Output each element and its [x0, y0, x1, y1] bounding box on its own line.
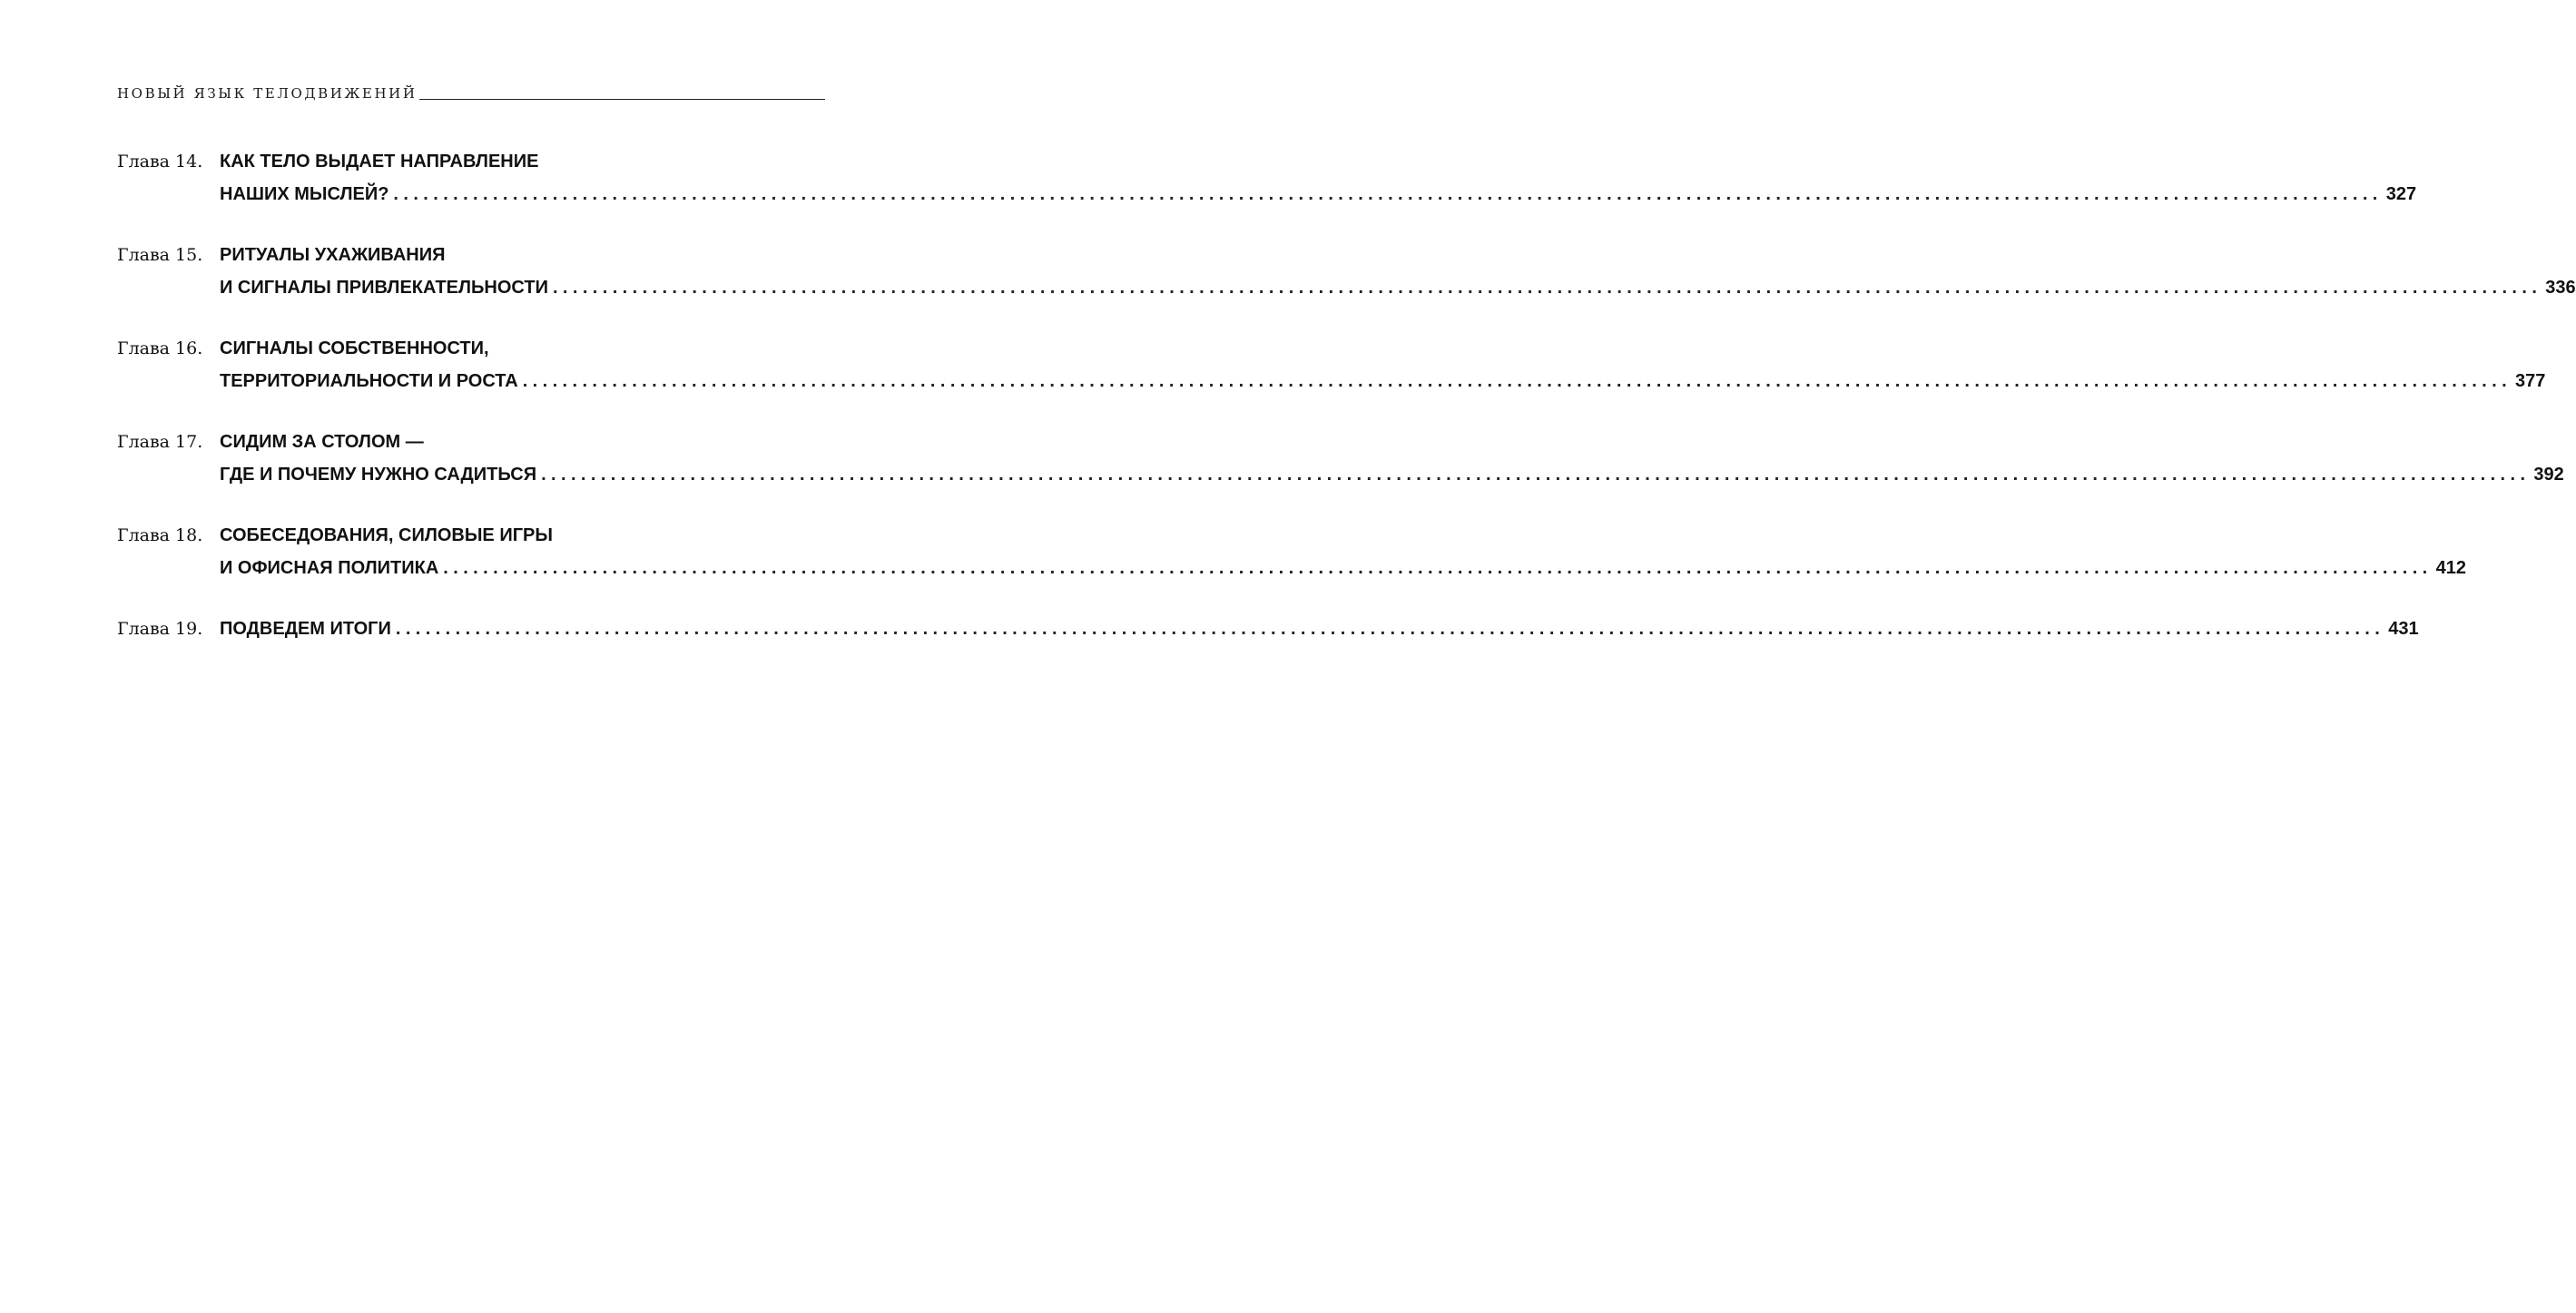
running-head-text: НОВЫЙ ЯЗЫК ТЕЛОДВИЖЕНИЙ [117, 85, 418, 102]
chapter-title [220, 612, 2419, 645]
page-number: 377 [2515, 371, 2546, 391]
dot-leader: ........................................................................................................................................................................................................ [393, 184, 2383, 204]
chapter-title-line: И СИГНАЛЫ ПРИВЛЕКАТЕЛЬНОСТИ [220, 278, 548, 298]
dot-leader: ........................................................................................................................................................................................................ [443, 558, 2433, 578]
chapter-title-last-line [220, 612, 2419, 645]
page-number: 431 [2388, 619, 2419, 639]
chapter-title [220, 519, 2466, 584]
chapter-title-line: НАШИХ МЫСЛЕЙ? [220, 184, 389, 204]
running-head-rule [419, 99, 825, 100]
chapter-title [220, 145, 2417, 211]
dot-leader: ........................................................................................................................................................................................................ [552, 278, 2542, 298]
dot-leader: ........................................................................................................................................................................................................ [395, 619, 2385, 639]
toc-entry[interactable] [117, 612, 2419, 645]
chapter-title-last-line [220, 365, 2546, 397]
toc-entry[interactable] [117, 145, 2417, 211]
chapter-title-line: СИДИМ ЗА СТОЛОМ — [220, 432, 424, 452]
chapter-label: Глава 19. [117, 619, 203, 639]
chapter-label: Глава 18. [117, 525, 203, 545]
page-number: 336 [2545, 278, 2576, 298]
chapter-title-last-line [220, 552, 2466, 584]
page-number: 392 [2533, 465, 2564, 485]
running-head [117, 87, 825, 101]
chapter-title-line: СОБЕСЕДОВАНИЯ, СИЛОВЫЕ ИГРЫ [220, 525, 553, 545]
page-number: 412 [2435, 558, 2466, 578]
chapter-title-line: РИТУАЛЫ УХАЖИВАНИЯ [220, 245, 446, 265]
chapter-title [220, 426, 2564, 491]
chapter-title-line: СИГНАЛЫ СОБСТВЕННОСТИ, [220, 338, 489, 358]
chapter-title-line: ГДЕ И ПОЧЕМУ НУЖНО САДИТЬСЯ [220, 465, 537, 485]
table-of-contents [117, 145, 2576, 673]
chapter-label: Глава 14. [117, 152, 203, 171]
chapter-label: Глава 17. [117, 432, 203, 452]
chapter-title [220, 332, 2546, 397]
page-number: 327 [2385, 184, 2417, 204]
dot-leader: ........................................................................................................................................................................................................ [541, 465, 2531, 485]
toc-entry[interactable] [117, 519, 2466, 584]
toc-entry[interactable] [117, 239, 2576, 304]
chapter-title-last-line [220, 178, 2417, 211]
toc-entry[interactable] [117, 426, 2564, 491]
chapter-title-line: ТЕРРИТОРИАЛЬНОСТИ И РОСТА [220, 371, 518, 391]
chapter-title [220, 239, 2576, 304]
chapter-title-last-line [220, 458, 2564, 491]
chapter-title-line: И ОФИСНАЯ ПОЛИТИКА [220, 558, 439, 578]
dot-leader: ........................................................................................................................................................................................................ [522, 371, 2512, 391]
chapter-title-line: КАК ТЕЛО ВЫДАЕТ НАПРАВЛЕНИЕ [220, 152, 539, 171]
chapter-label: Глава 16. [117, 338, 203, 358]
chapter-title-line: ПОДВЕДЕМ ИТОГИ [220, 619, 391, 639]
chapter-title-last-line [220, 271, 2576, 304]
chapter-label: Глава 15. [117, 245, 203, 265]
toc-entry[interactable] [117, 332, 2546, 397]
